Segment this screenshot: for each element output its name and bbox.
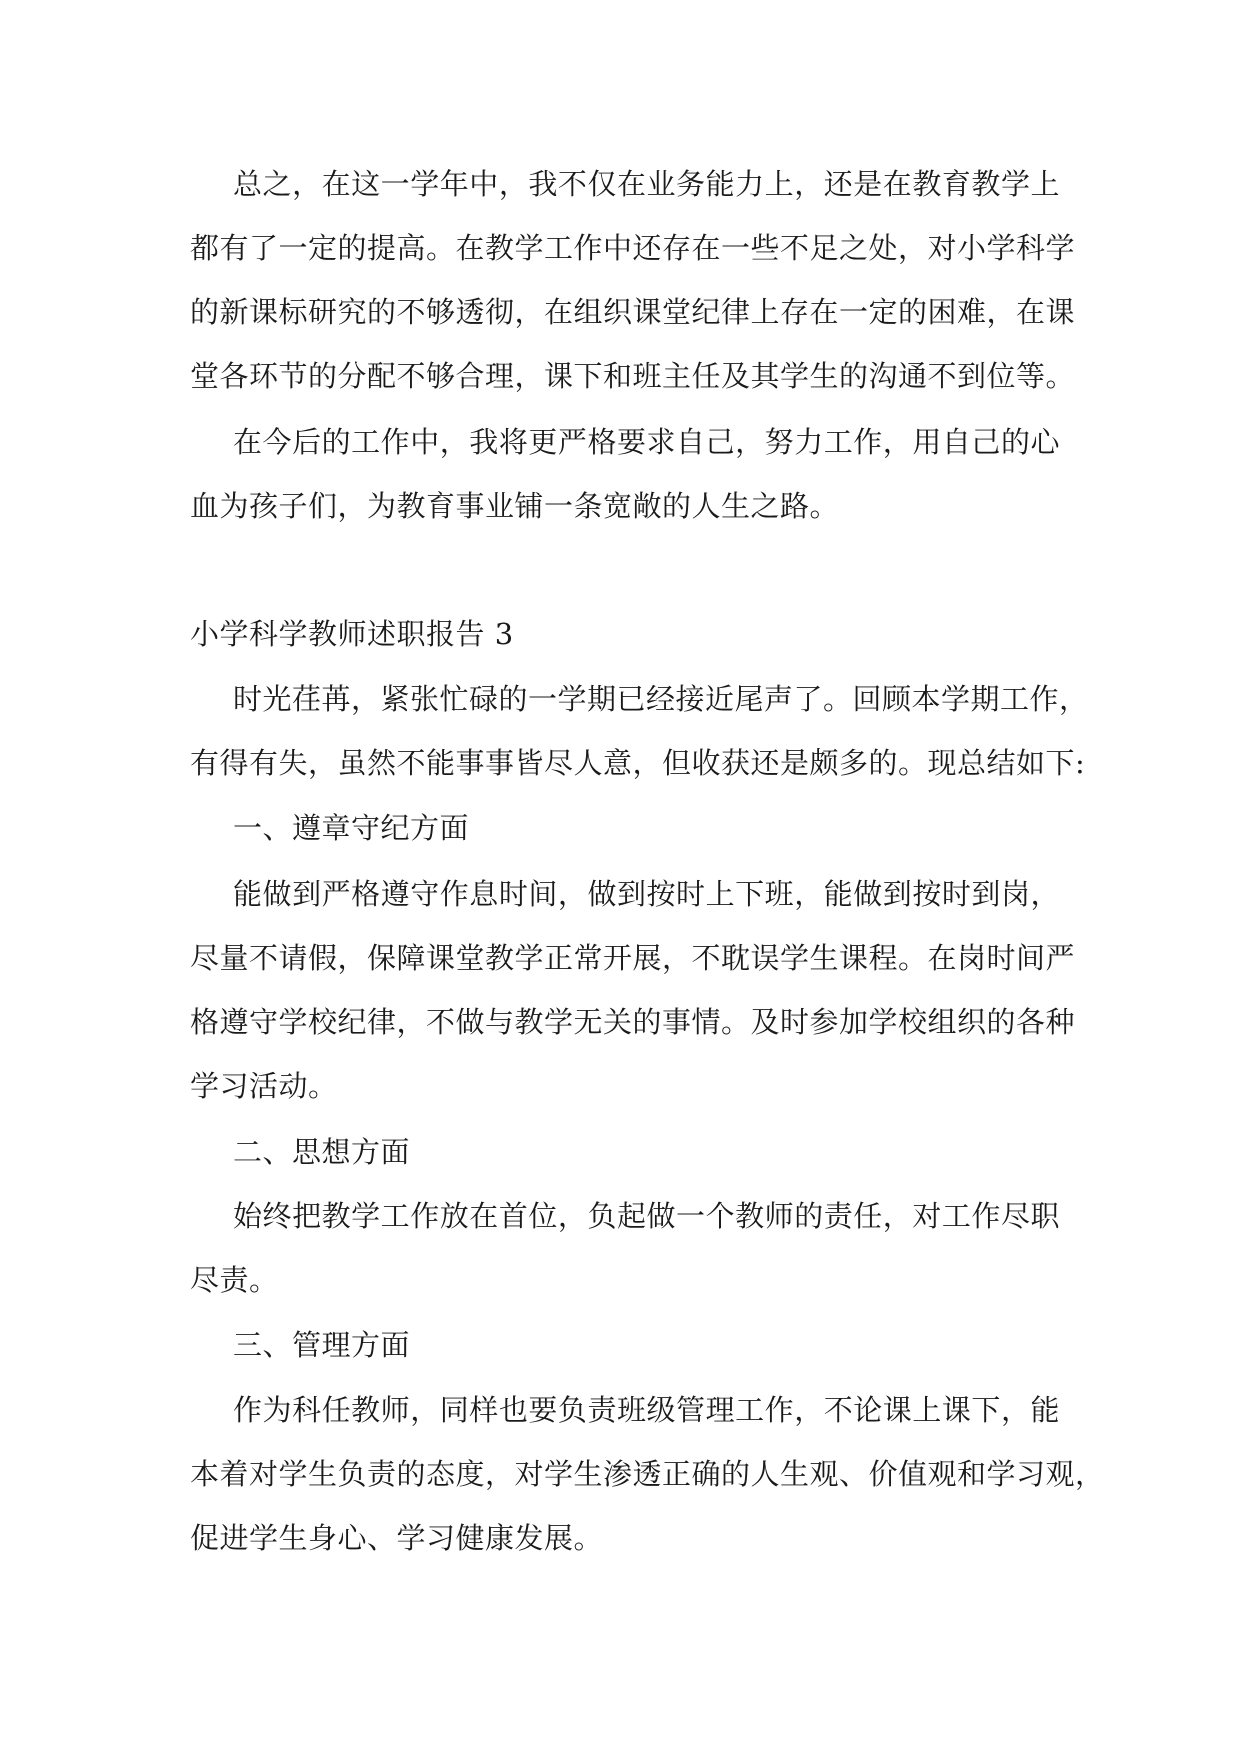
paragraph-line: 都有了一定的提高。在教学工作中还存在一些不足之处，对小学科学 bbox=[190, 231, 1076, 265]
paragraph-line: 尽责。 bbox=[190, 1263, 279, 1297]
heading-text: 一、遵章守纪方面 bbox=[233, 811, 470, 845]
heading-discipline bbox=[190, 796, 1060, 860]
heading-text: 二、思想方面 bbox=[233, 1135, 411, 1169]
paragraph-future bbox=[190, 410, 1060, 538]
paragraph-summary bbox=[190, 152, 1076, 408]
paragraph-thought bbox=[190, 1184, 1060, 1312]
heading-text: 三、管理方面 bbox=[233, 1328, 411, 1362]
paragraph-line: 尽量不请假，保障课堂教学正常开展，不耽误学生课程。在岗时间严 bbox=[190, 941, 1076, 975]
paragraph-line: 在今后的工作中，我将更严格要求自己，努力工作，用自己的心 bbox=[233, 425, 1060, 459]
section-title-text: 小学科学教师述职报告 3 bbox=[190, 617, 514, 651]
paragraph-line: 有得有失，虽然不能事事皆尽人意，但收获还是颇多的。现总结如下: bbox=[190, 746, 1086, 780]
paragraph-line: 总之，在这一学年中，我不仅在业务能力上，还是在教育教学上 bbox=[233, 167, 1060, 201]
heading-thought bbox=[190, 1120, 1060, 1184]
paragraph-management bbox=[190, 1378, 1105, 1570]
paragraph-line: 的新课标研究的不够透彻，在组织课堂纪律上存在一定的困难，在课 bbox=[190, 295, 1076, 329]
paragraph-line: 始终把教学工作放在首位，负起做一个教师的责任，对工作尽职 bbox=[233, 1199, 1060, 1233]
paragraph-line: 本着对学生负责的态度，对学生渗透正确的人生观、价值观和学习观， bbox=[190, 1457, 1105, 1491]
paragraph-intro bbox=[190, 667, 1089, 795]
paragraph-line: 作为科任教师，同样也要负责班级管理工作，不论课上课下，能 bbox=[233, 1393, 1060, 1427]
paragraph-line: 格遵守学校纪律，不做与教学无关的事情。及时参加学校组织的各种 bbox=[190, 1005, 1076, 1039]
paragraph-line: 时光荏苒，紧张忙碌的一学期已经接近尾声了。回顾本学期工作， bbox=[233, 682, 1089, 716]
section-title bbox=[190, 602, 1060, 666]
paragraph-line: 能做到严格遵守作息时间，做到按时上下班，能做到按时到岗， bbox=[233, 877, 1060, 911]
heading-management bbox=[190, 1313, 1060, 1377]
paragraph-discipline bbox=[190, 862, 1076, 1118]
paragraph-line: 学习活动。 bbox=[190, 1069, 338, 1103]
paragraph-line: 堂各环节的分配不够合理，课下和班主任及其学生的沟通不到位等。 bbox=[190, 359, 1076, 393]
paragraph-line: 促进学生身心、学习健康发展。 bbox=[190, 1521, 604, 1555]
paragraph-line: 血为孩子们，为教育事业铺一条宽敞的人生之路。 bbox=[190, 489, 840, 523]
